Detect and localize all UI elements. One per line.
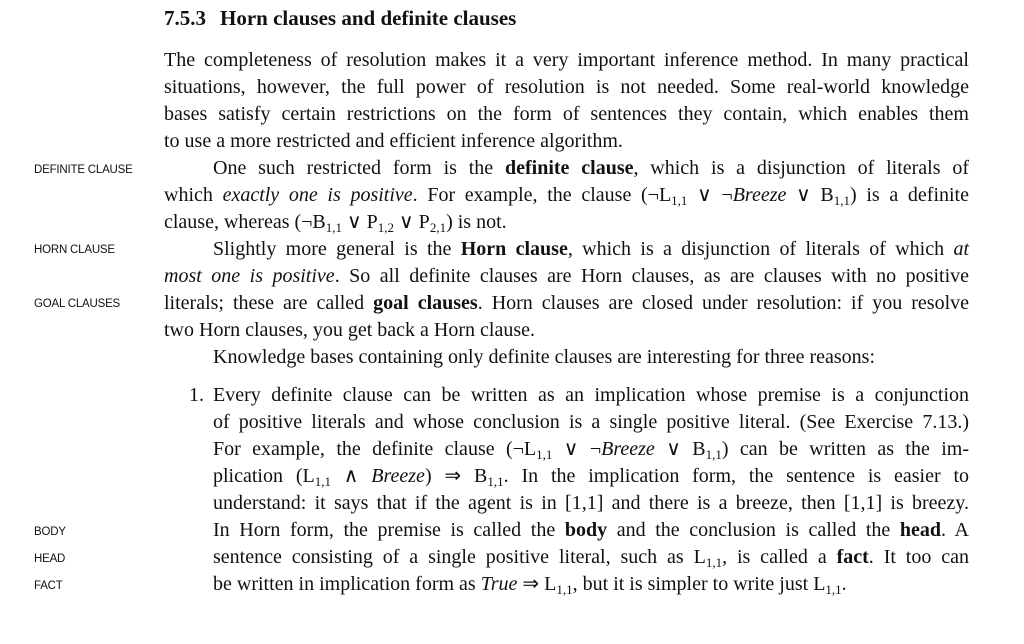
text-run: literals; these are called	[164, 292, 374, 314]
subscript: 1,2	[377, 220, 395, 235]
text-line: Every definite clause can be written as an implication whose premise is a conjunction	[213, 384, 969, 406]
text-run: and the conclusion is called the	[607, 519, 900, 541]
math-breeze: Breeze	[371, 465, 425, 487]
math-breeze: Breeze	[732, 184, 787, 206]
text-run: ∨ P	[394, 211, 430, 233]
section-heading	[164, 4, 516, 32]
text-run: ) can be written as the im-	[721, 438, 970, 460]
text-run: . A	[941, 519, 970, 541]
text-run: plication (L	[213, 465, 315, 487]
subscript: 1,1	[536, 447, 553, 462]
margin-note-fact: FACT	[34, 580, 63, 592]
emphasis: exactly one is positive	[222, 184, 413, 206]
text-run: , is called a	[722, 546, 837, 568]
margin-note-horn-clause: HORN CLAUSE	[34, 244, 115, 256]
text-run: ⇒ L	[517, 573, 557, 595]
text-line	[213, 436, 969, 463]
text-run: ∨ P	[342, 211, 378, 233]
text-line	[164, 290, 969, 317]
paragraph-4: Knowledge bases containing only definite clauses are interesting for three reasons:	[213, 346, 876, 368]
text-line: The completeness of resolution makes it a very important inference method. In many practical	[164, 49, 969, 71]
text-line: situations, however, the full power of resolution is not needed. Some real-world knowledge	[164, 76, 969, 98]
text-run: , which is a disjunction of literals of which	[567, 238, 954, 260]
text-line	[213, 463, 969, 490]
text-line: of positive literals and whose conclusion is a single positive literal. (See Exercise 7.13.)	[213, 411, 969, 433]
subscript: 1,1	[833, 193, 850, 208]
text-run: ∨ ¬	[687, 184, 733, 206]
term-fact: fact	[836, 546, 869, 568]
term-horn-clause: Horn clause	[460, 238, 568, 260]
text-run: sentence consisting of a single positive literal, such as L	[213, 546, 706, 568]
text-line	[164, 263, 969, 290]
subscript: 1,1	[556, 582, 573, 597]
subscript: 1,1	[671, 193, 688, 208]
text-run: , which is a disjunction of literals of	[633, 157, 969, 179]
emphasis: most one is positive	[164, 265, 335, 287]
math-breeze: Breeze	[601, 438, 655, 460]
list-marker: 1.	[189, 384, 204, 406]
text-line	[164, 182, 969, 209]
text-run: Slightly more general is the	[213, 238, 461, 260]
margin-note-goal-clauses: GOAL CLAUSES	[34, 298, 121, 310]
text-run: , but it is simpler to write just L	[572, 573, 826, 595]
subscript: 1,1	[325, 220, 343, 235]
subscript: 1,1	[314, 474, 331, 489]
subscript: 1,1	[825, 582, 842, 597]
text-line: bases satisfy certain restrictions on the form of sentences they contain, which enables them	[164, 103, 969, 125]
text-run: ∨ B	[654, 438, 706, 460]
text-run: ) is not.	[446, 211, 507, 233]
text-line	[164, 209, 969, 236]
text-line: understand: it says that if the agent is in [1,1] and there is a breeze, then [1,1] is breezy.	[213, 492, 969, 514]
emphasis: at	[953, 238, 969, 260]
section-title: Horn clauses and definite clauses	[220, 6, 517, 30]
text-line: to use a more restricted and efficient inference algorithm.	[164, 130, 623, 152]
text-line	[213, 236, 969, 263]
text-run: . Horn clauses are closed under resolution: if you resolve	[477, 292, 969, 314]
subscript: 1,1	[487, 474, 504, 489]
text-run: . So all definite clauses are Horn clauses, as are clauses with no positive	[334, 265, 969, 287]
text-line	[213, 571, 969, 598]
text-run: In Horn form, the premise is called the	[213, 519, 565, 541]
subscript: 1,1	[705, 447, 722, 462]
math-true: True	[480, 573, 518, 595]
subscript: 1,1	[705, 555, 723, 570]
text-run: ) ⇒ B	[424, 465, 488, 487]
text-run: . For example, the clause (¬L	[412, 184, 672, 206]
margin-note-head: HEAD	[34, 553, 66, 565]
text-run: ) is a definite	[849, 184, 969, 206]
text-line	[213, 544, 969, 571]
text-line	[213, 155, 969, 182]
term-body: body	[564, 519, 608, 541]
text-run: ∧	[330, 465, 372, 487]
margin-note-definite-clause: DEFINITE CLAUSE	[34, 164, 133, 176]
text-run: One such restricted form is the	[213, 157, 505, 179]
text-run: For example, the definite clause (¬L	[213, 438, 537, 460]
text-run: . In the implication form, the sentence is easier to	[503, 465, 970, 487]
margin-note-body: BODY	[34, 526, 66, 538]
term-goal-clauses: goal clauses	[373, 292, 478, 314]
text-run: . It too can	[868, 546, 969, 568]
section-number: 7.5.3	[164, 6, 206, 30]
subscript: 2,1	[429, 220, 447, 235]
text-run: .	[841, 573, 847, 595]
text-run: which	[164, 184, 223, 206]
text-run: be written in implication form as	[213, 573, 481, 595]
text-run: clause, whereas (¬B	[164, 211, 326, 233]
text-run: ∨ B	[786, 184, 834, 206]
text-line	[213, 517, 969, 544]
term-head: head	[899, 519, 942, 541]
text-line: two Horn clauses, you get back a Horn clause.	[164, 319, 535, 341]
term-definite-clause: definite clause	[505, 157, 634, 179]
text-run: ∨ ¬	[552, 438, 602, 460]
